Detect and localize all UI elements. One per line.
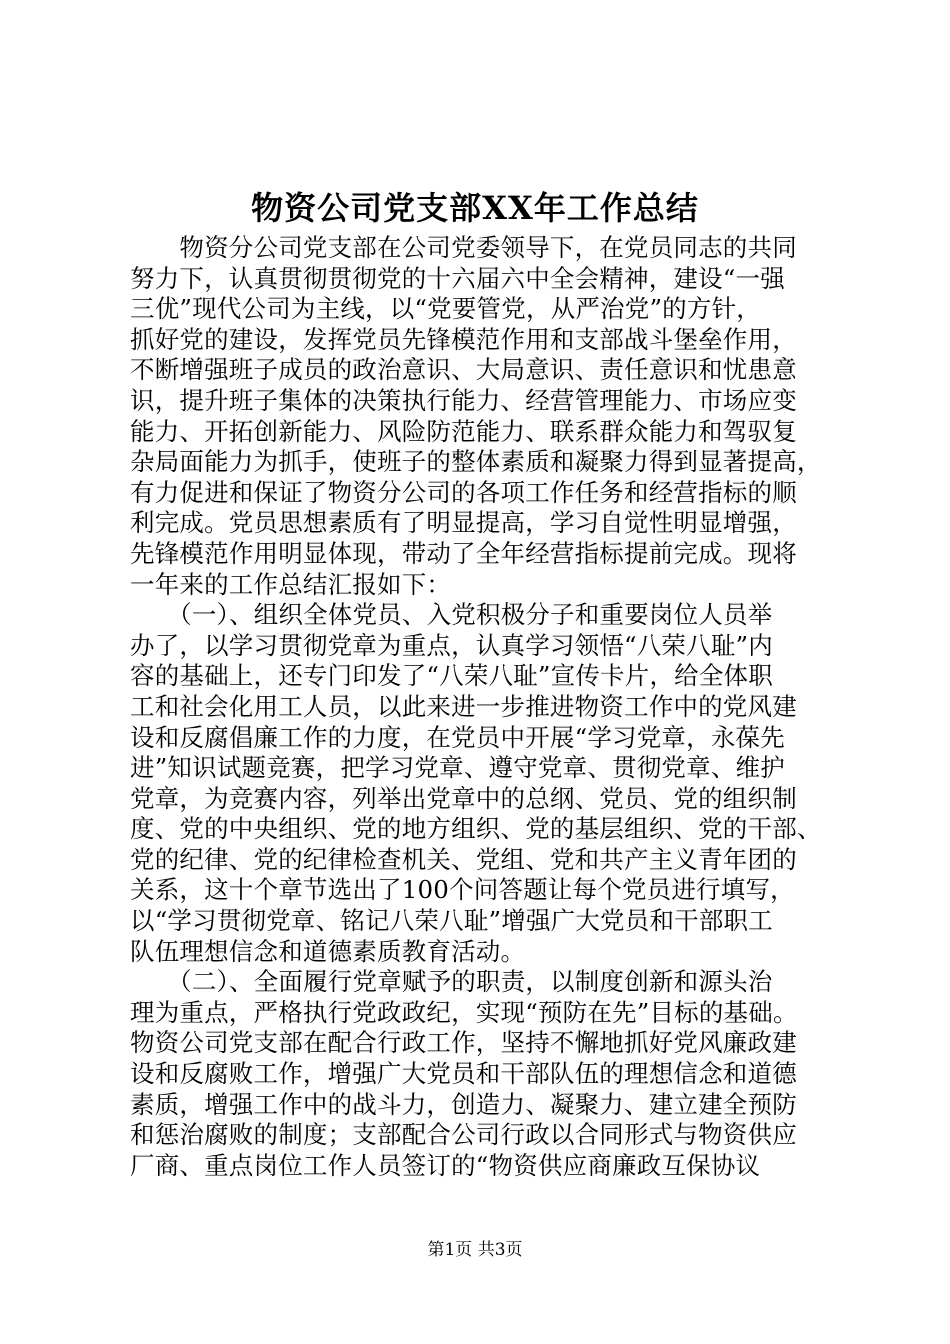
body-line: 党的纪律、党的纪律检查机关、党组、党和共产主义青年团的 <box>130 844 797 874</box>
body-line: 容的基础上，还专门印发了“八荣八耻”宣传卡片，给全体职 <box>130 661 773 691</box>
body-line: 能力、开拓创新能力、风险防范能力、联系群众能力和驾驭复 <box>130 416 797 446</box>
body-line: 度、党的中央组织、党的地方组织、党的基层组织、党的干部、 <box>130 814 822 844</box>
body-line: 物资分公司党支部在公司党委领导下，在党员同志的共同 <box>130 233 797 262</box>
body-line: 利完成。党员思想素质有了明显提高，学习自觉性明显增强， <box>130 508 797 538</box>
body-line: （二）、全面履行党章赋予的职责，以制度创新和源头治 <box>130 967 773 997</box>
body-line: 不断增强班子成员的政治意识、大局意识、责任意识和忧患意 <box>130 355 797 385</box>
page-footer: 第1页 共3页 <box>427 1240 523 1260</box>
body-line: 三优”现代公司为主线，以“党要管党，从严治党”的方针， <box>130 294 761 324</box>
body-line: 识，提升班子集体的决策执行能力、经营管理能力、市场应变 <box>130 385 797 415</box>
body-line: 有力促进和保证了物资分公司的各项工作任务和经营指标的顺 <box>130 477 797 507</box>
body-line: 物资公司党支部在配合行政工作，坚持不懈地抓好党风廉政建 <box>130 1028 797 1058</box>
body-line: 设和反腐败工作，增强广大党员和干部队伍的理想信念和道德 <box>130 1059 797 1089</box>
body-line: 理为重点，严格执行党政政纪，实现“预防在先”目标的基础。 <box>130 997 798 1027</box>
body-line: 关系，这十个章节选出了100个问答题让每个党员进行填写， <box>130 875 795 905</box>
body-line: 和惩治腐败的制度；支部配合公司行政以合同形式与物资供应 <box>130 1120 797 1150</box>
body-line: 努力下，认真贯彻贯彻党的十六届六中全会精神，建设“一强 <box>130 263 785 293</box>
document-title: 物资公司党支部XX年工作总结 <box>251 189 699 227</box>
document-body <box>130 233 830 1181</box>
body-line: 队伍理想信念和道德素质教育活动。 <box>130 936 526 966</box>
body-line: 先锋模范作用明显体现，带动了全年经营指标提前完成。现将 <box>130 538 797 568</box>
body-line: 素质，增强工作中的战斗力，创造力、凝聚力、建立建全预防 <box>130 1089 797 1119</box>
body-line: 进”知识试题竞赛，把学习党章、遵守党章、贯彻党章、维护 <box>130 753 785 783</box>
body-line: 厂商、重点岗位工作人员签订的“物资供应商廉政互保协议 <box>130 1150 761 1180</box>
body-line: 办了，以学习贯彻党章为重点，认真学习领悟“八荣八耻”内 <box>130 630 773 660</box>
body-line: 工和社会化用工人员，以此来进一步推进物资工作中的党风建 <box>130 691 797 721</box>
body-line: 抓好党的建设，发挥党员先锋模范作用和支部战斗堡垒作用， <box>130 324 797 354</box>
body-line: 杂局面能力为抓手，使班子的整体素质和凝聚力得到显著提高， <box>130 447 822 477</box>
body-line: 党章，为竞赛内容，列举出党章中的总纲、党员、党的组织制 <box>130 783 797 813</box>
body-line: 一年来的工作总结汇报如下： <box>130 569 452 599</box>
body-line: 以“学习贯彻党章、铭记八荣八耻”增强广大党员和干部职工 <box>130 906 773 936</box>
body-line: 设和反腐倡廉工作的力度，在党员中开展“学习党章，永葆先 <box>130 722 785 752</box>
body-line: （一）、组织全体党员、入党积极分子和重要岗位人员举 <box>130 600 773 630</box>
